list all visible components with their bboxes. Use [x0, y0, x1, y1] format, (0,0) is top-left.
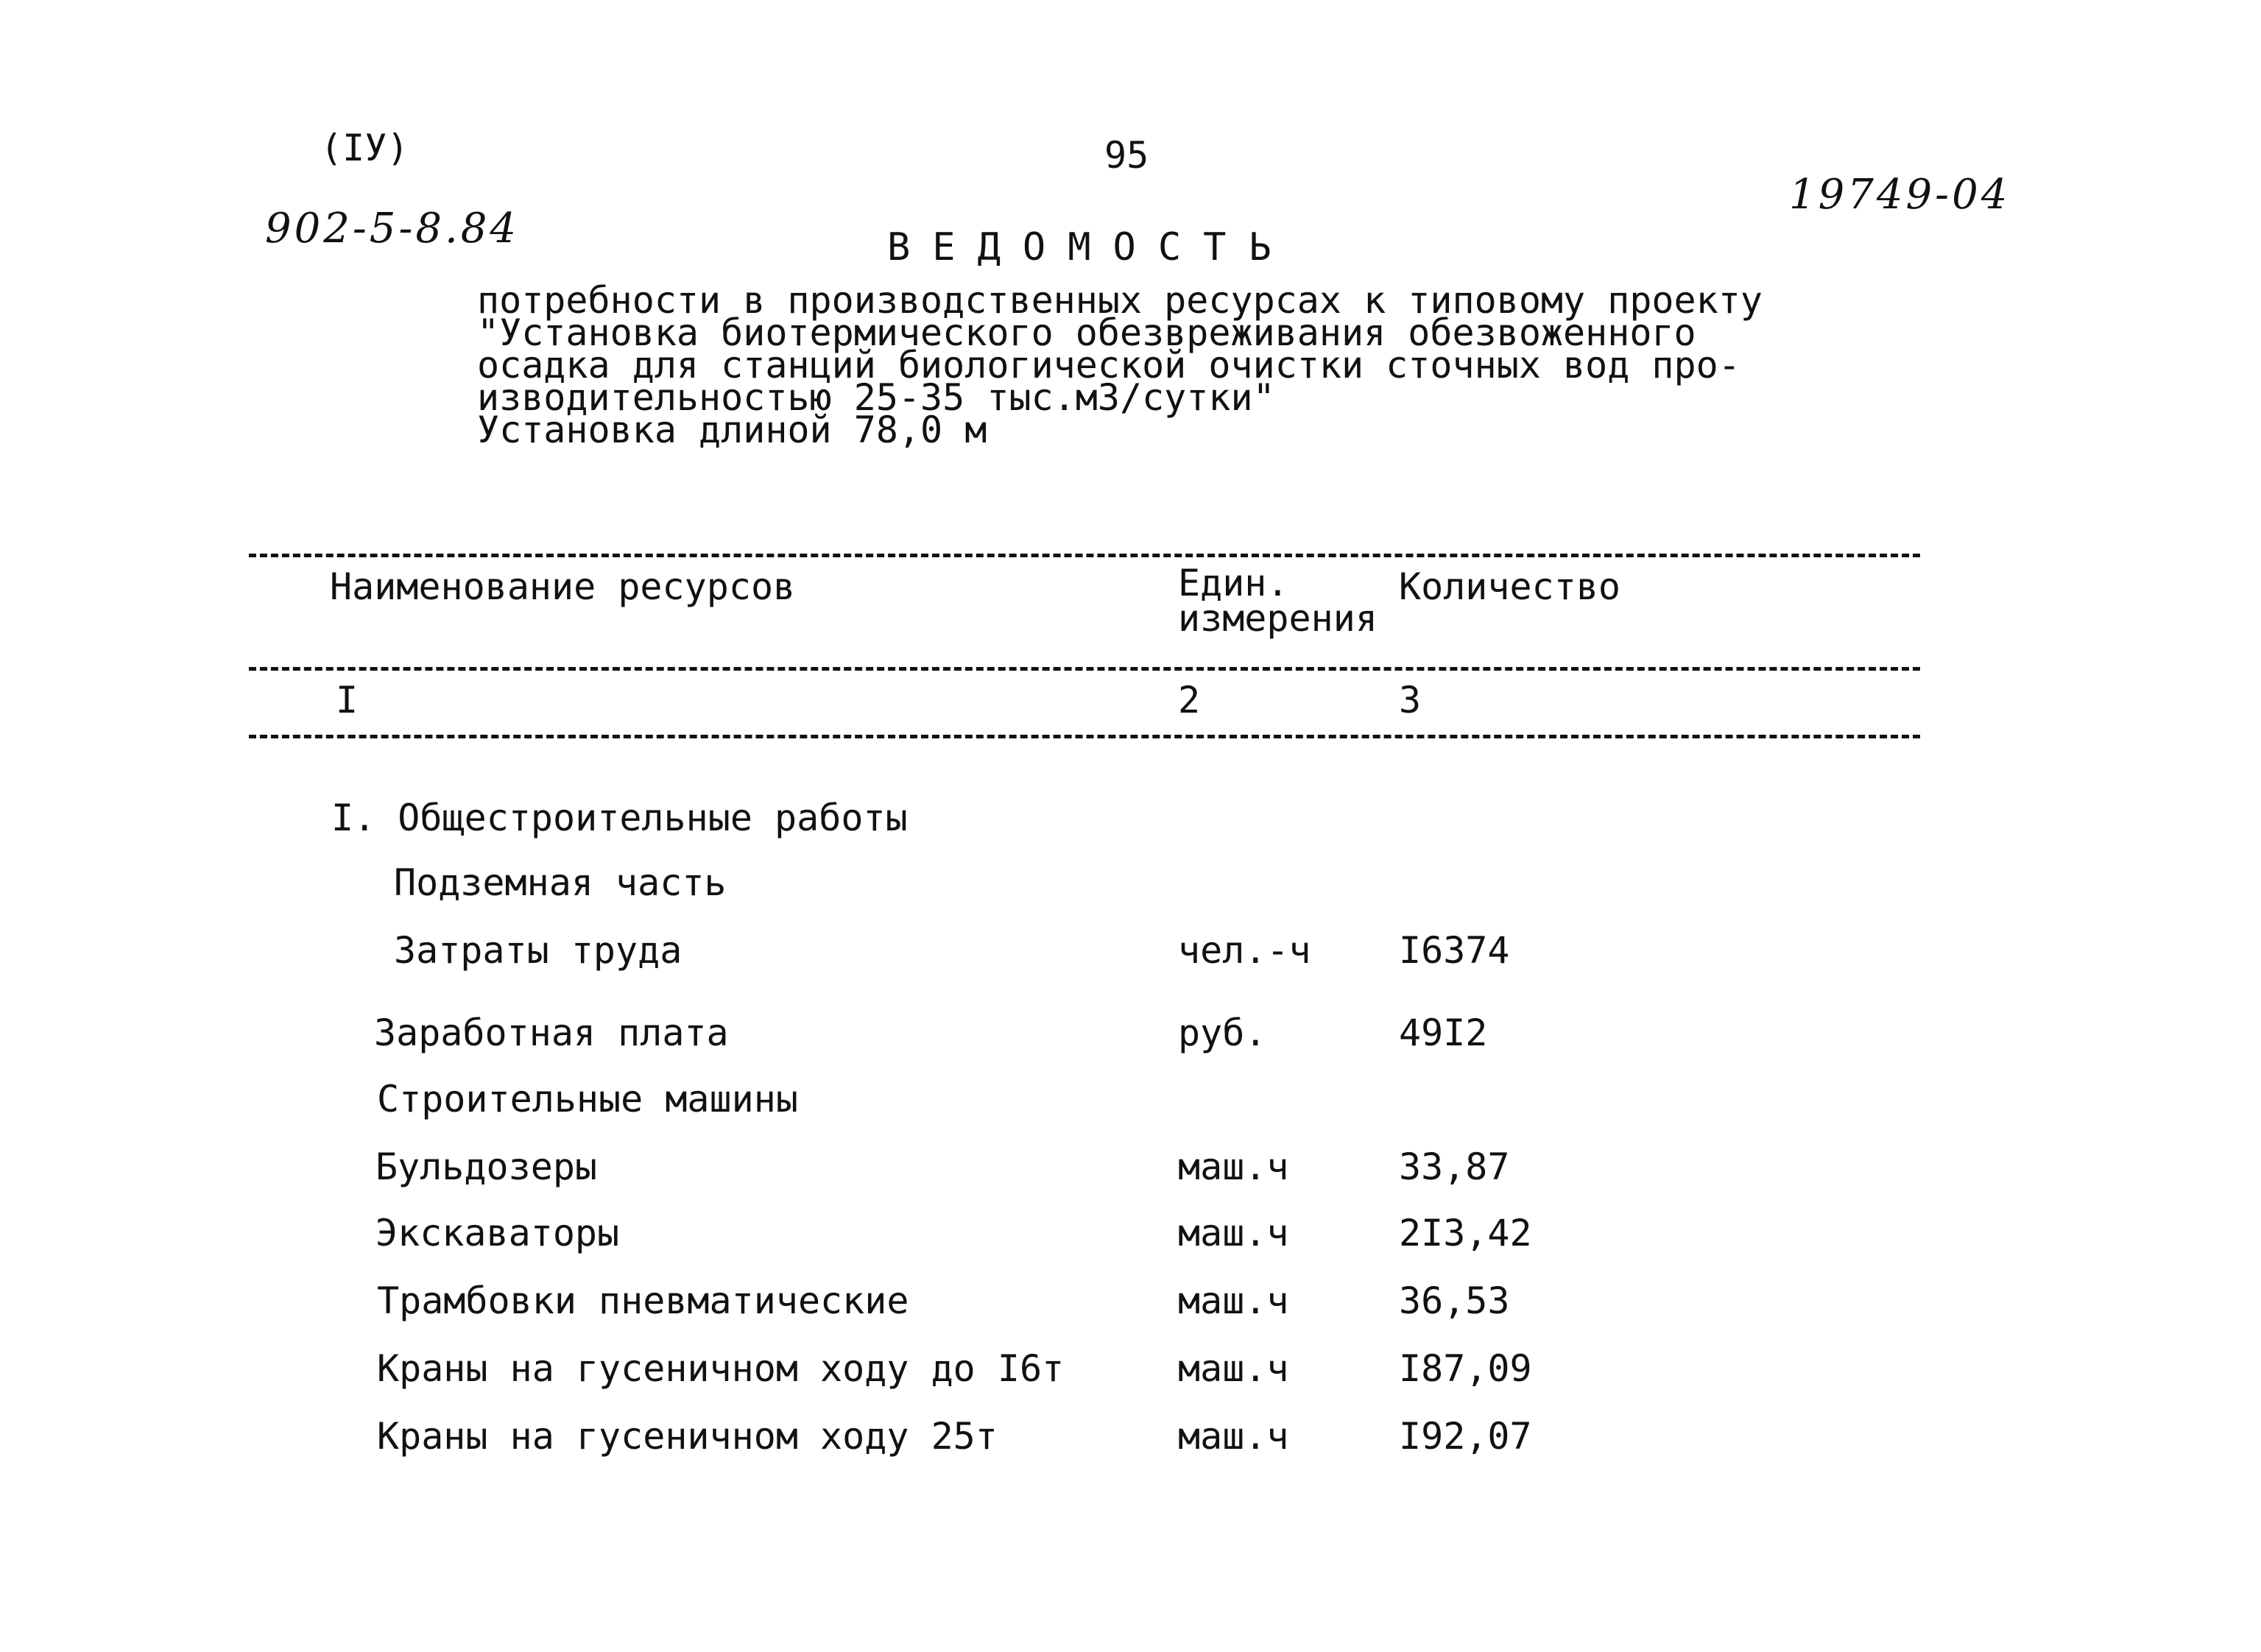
- table-row-label: Заработная плата: [374, 1012, 729, 1054]
- table-row-unit: маш.ч: [1178, 1146, 1289, 1188]
- column-header-unit-line1: Един.: [1178, 562, 1289, 604]
- subtitle-block: [477, 279, 1763, 451]
- document-title: ВЕДОМОСТЬ: [887, 225, 1294, 269]
- column-header-unit: [1178, 562, 1378, 640]
- table-row-qty: 2I3,42: [1399, 1212, 1532, 1254]
- page-number: 95: [1104, 134, 1149, 177]
- table-row-unit: руб.: [1178, 1012, 1267, 1054]
- column-number-3: 3: [1399, 679, 1422, 721]
- subtitle-line: изводительностью 25-35 тыс.м3/сутки": [477, 376, 1275, 419]
- table-row-label: Бульдозеры: [375, 1146, 598, 1188]
- table-row-label: Краны на гусеничном ходу до I6т: [377, 1347, 1065, 1390]
- table-row-unit: маш.ч: [1178, 1415, 1289, 1458]
- column-header-unit-line2: измерения: [1178, 597, 1378, 640]
- project-code-handwritten: 902-5-8.84: [265, 205, 520, 253]
- subsection-title: Подземная часть: [394, 861, 727, 904]
- table-row-qty: I92,07: [1399, 1415, 1532, 1458]
- table-numbers-rule: [249, 735, 1920, 738]
- volume-mark: (IУ): [320, 127, 409, 169]
- table-row-unit: маш.ч: [1178, 1212, 1289, 1254]
- table-row-unit: маш.ч: [1178, 1279, 1289, 1322]
- section-title: I. Общестроительные работы: [331, 797, 908, 839]
- subtitle-line: Установка длиной 78,0 м: [477, 409, 987, 451]
- subtitle-line: осадка для станций биологической очистки сточных вод про-: [477, 344, 1740, 386]
- table-row-unit: маш.ч: [1178, 1347, 1289, 1390]
- table-row-label: Затраты труда: [394, 929, 682, 972]
- table-row-qty: 49I2: [1399, 1012, 1488, 1054]
- table-header-rule: [249, 667, 1920, 671]
- subtitle-line: "Установка биотермического обезвреживания обезвоженного: [477, 311, 1696, 354]
- table-row-label: Краны на гусеничном ходу 25т: [377, 1415, 998, 1458]
- doc-number-handwritten: 19749-04: [1789, 171, 2011, 219]
- column-header-qty: Количество: [1399, 565, 1621, 608]
- table-top-rule: [249, 554, 1920, 557]
- subtitle-line: потребности в производственных ресурсах к типовому проекту: [477, 279, 1763, 322]
- column-number-1: I: [336, 679, 359, 721]
- column-number-2: 2: [1178, 679, 1201, 721]
- table-row-label: Трамбовки пневматические: [377, 1279, 909, 1322]
- column-header-name: Наименование ресурсов: [330, 565, 796, 608]
- table-row-qty: I87,09: [1399, 1347, 1532, 1390]
- table-row-qty: 36,53: [1399, 1279, 1510, 1322]
- table-row-qty: I6374: [1399, 929, 1510, 972]
- table-row-unit: чел.-ч: [1178, 929, 1311, 972]
- table-row-qty: 33,87: [1399, 1146, 1510, 1188]
- table-row-label: Строительные машины: [377, 1078, 798, 1120]
- table-row-label: Экскаваторы: [375, 1212, 620, 1254]
